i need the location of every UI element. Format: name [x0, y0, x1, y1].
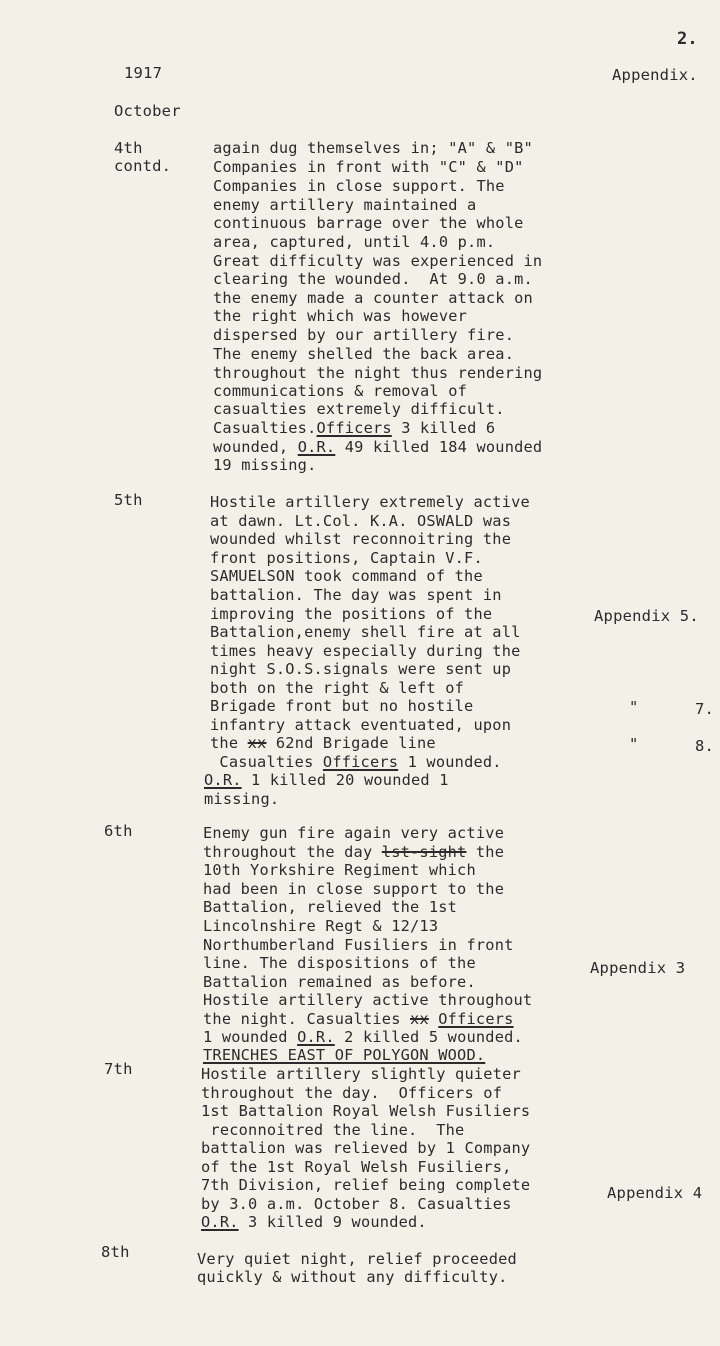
entry-date: 7th: [104, 1060, 133, 1078]
text-line: missing.: [204, 790, 280, 808]
text-line: the right which was however: [213, 307, 468, 325]
entry-date-contd: contd.: [114, 157, 172, 175]
text-line: Casualties.Officers 3 killed 6: [213, 419, 496, 437]
text-line: battalion was relieved by 1 Company: [201, 1139, 531, 1157]
appendix-reference: Appendix 3: [590, 959, 686, 977]
text-line: at dawn. Lt.Col. K.A. OSWALD was: [210, 512, 512, 530]
ditto-mark: ": [629, 735, 639, 753]
entry-date: 8th: [101, 1243, 130, 1261]
text-line: wounded whilst reconnoitring the: [210, 530, 512, 548]
year-heading: 1917: [124, 64, 163, 82]
text-line: communications & removal of: [213, 382, 468, 400]
text-line: the enemy made a counter attack on: [213, 289, 533, 307]
text-line: Northumberland Fusiliers in front: [203, 936, 514, 954]
text-line: Hostile artillery extremely active: [210, 493, 530, 511]
text-line: Casualties Officers 1 wounded.: [210, 753, 502, 771]
text-line: improving the positions of the: [210, 605, 493, 623]
text-line: dispersed by our artillery fire.: [213, 326, 515, 344]
month-heading: October: [114, 102, 181, 120]
ditto-mark: ": [629, 698, 639, 716]
text-line: reconnoitred the line. The: [201, 1121, 465, 1139]
text-line: Enemy gun fire again very active: [203, 824, 505, 842]
appendix-reference: Appendix 4: [607, 1184, 703, 1202]
text-line: throughout the day lst-sight the: [203, 843, 505, 861]
text-line: times heavy especially during the: [210, 642, 521, 660]
appendix-reference: Appendix 5.: [594, 607, 699, 625]
text-line: 19 missing.: [213, 456, 317, 474]
text-line: clearing the wounded. At 9.0 a.m.: [213, 270, 533, 288]
text-line: SAMUELSON took command of the: [210, 567, 483, 585]
text-line: 10th Yorkshire Regiment which: [203, 861, 476, 879]
text-line: Battalion, relieved the 1st: [203, 898, 458, 916]
text-line: had been in close support to the: [203, 880, 505, 898]
text-line: by 3.0 a.m. October 8. Casualties: [201, 1195, 512, 1213]
text-line: Companies in front with "C" & "D": [213, 158, 524, 176]
text-line: throughout the day. Officers of: [201, 1084, 503, 1102]
text-line: 7th Division, relief being complete: [201, 1176, 531, 1194]
text-line: Battalion,enemy shell fire at all: [210, 623, 521, 641]
text-line: casualties extremely difficult.: [213, 400, 505, 418]
text-line: Battalion remained as before.: [203, 973, 476, 991]
entry-date: 5th: [114, 491, 143, 509]
text-line: both on the right & left of: [210, 679, 465, 697]
appendix-column-heading: Appendix.: [612, 66, 698, 84]
text-line: of the 1st Royal Welsh Fusiliers,: [201, 1158, 512, 1176]
text-line: night S.O.S.signals were sent up: [210, 660, 512, 678]
text-line: enemy artillery maintained a: [213, 196, 477, 214]
text-line: infantry attack eventuated, upon: [210, 716, 512, 734]
appendix-reference: 7.: [695, 700, 715, 718]
location-heading: TRENCHES EAST OF POLYGON WOOD.: [203, 1046, 486, 1064]
text-line: Hostile artillery slightly quieter: [201, 1065, 521, 1083]
text-line: the night. Casualties xx Officers: [203, 1010, 514, 1028]
text-line: again dug themselves in; "A" & "B": [213, 139, 533, 157]
text-line: throughout the night thus rendering: [213, 364, 543, 382]
text-line: Very quiet night, relief proceeded: [197, 1250, 517, 1268]
text-line: front positions, Captain V.F.: [210, 549, 483, 567]
text-line: O.R. 1 killed 20 wounded 1: [204, 771, 449, 789]
text-line: O.R. 3 killed 9 wounded.: [201, 1213, 427, 1231]
page-number: 2.: [677, 29, 698, 49]
text-line: battalion. The day was spent in: [210, 586, 502, 604]
appendix-reference: 8.: [695, 737, 715, 755]
entry-date: 4th: [114, 139, 143, 157]
text-line: Brigade front but no hostile: [210, 697, 474, 715]
text-line: Hostile artillery active throughout: [203, 991, 533, 1009]
entry-date: 6th: [104, 822, 133, 840]
text-line: 1st Battalion Royal Welsh Fusiliers: [201, 1102, 531, 1120]
text-line: Great difficulty was experienced in: [213, 252, 543, 270]
text-line: Companies in close support. The: [213, 177, 505, 195]
text-line: continuous barrage over the whole: [213, 214, 524, 232]
text-line: 1 wounded O.R. 2 killed 5 wounded.: [203, 1028, 523, 1046]
text-line: quickly & without any difficulty.: [197, 1268, 508, 1286]
text-line: Lincolnshire Regt & 12/13: [203, 917, 439, 935]
text-line: area, captured, until 4.0 p.m.: [213, 233, 496, 251]
text-line: The enemy shelled the back area.: [213, 345, 515, 363]
text-line: the xx 62nd Brigade line: [210, 734, 436, 752]
text-line: line. The dispositions of the: [203, 954, 476, 972]
text-line: wounded, O.R. 49 killed 184 wounded: [213, 438, 543, 456]
